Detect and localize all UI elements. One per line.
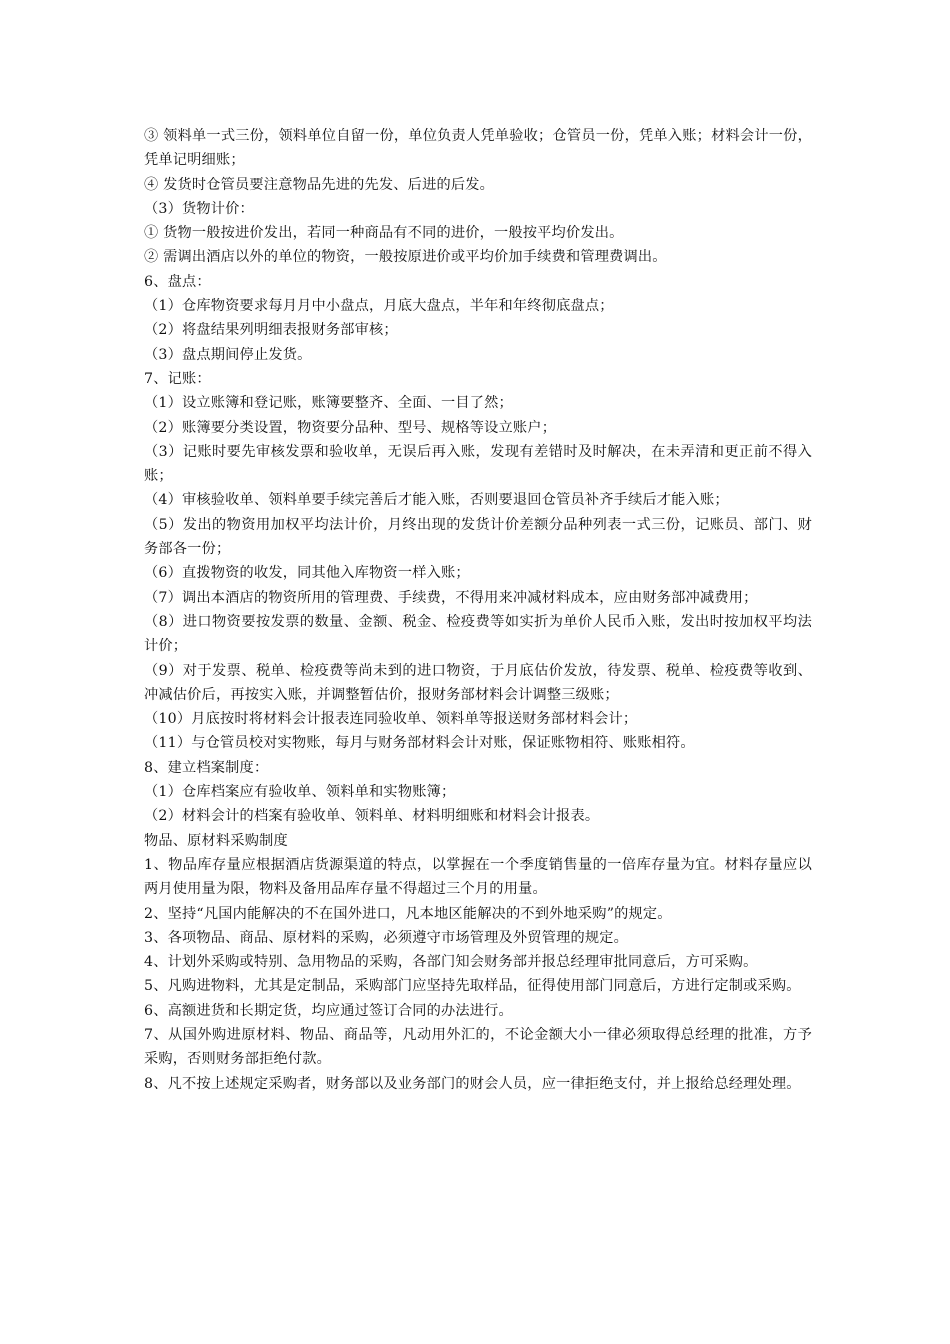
section-subheading: （3）货物计价：: [144, 200, 254, 217]
paragraph: （8）进口物资要按发票的数量、金额、税金、检疫费等如实折为单价人民币入账，发出时按加权平均法计价；: [144, 613, 812, 655]
paragraph: 4、计划外采购或特别、急用物品的采购，各部门知会财务部并报总经理审批同意后，方可采购。: [144, 954, 758, 971]
paragraph: （2）材料会计的档案有验收单、领料单、材料明细账和材料会计报表。: [144, 808, 600, 825]
paragraph: （10）月底按时将材料会计报表连同验收单、领料单等报送财务部材料会计；: [144, 711, 638, 728]
paragraph: 3、各项物品、商品、原材料的采购，必须遵守市场管理及外贸管理的规定。: [144, 929, 629, 946]
section-heading: 8、建立档案制度：: [144, 759, 269, 776]
paragraph: ④ 发货时仓管员要注意物品先进的先发、后进的后发。: [144, 176, 495, 193]
paragraph: （1）仓库档案应有验收单、领料单和实物账簿；: [144, 784, 456, 801]
paragraph: ② 需调出酒店以外的单位的物资，一般按原进价或平均价加手续费和管理费调出。: [144, 249, 667, 266]
paragraph: （3）盘点期间停止发货。: [144, 346, 312, 363]
paragraph: （2）账簿要分类设置，物资要分品种、型号、规格等设立账户；: [144, 419, 557, 436]
paragraph: （1）设立账簿和登记账，账簿要整齐、全面、一目了然；: [144, 395, 513, 412]
section-heading: 7、记账：: [144, 370, 211, 387]
paragraph: ③ 领料单一式三份，领料单位自留一份，单位负责人凭单验收；仓管员一份，凭单入账；材料会计一份，凭单记明细账；: [144, 128, 812, 169]
paragraph: （6）直拨物资的收发，同其他入库物资一样入账；: [144, 565, 470, 582]
paragraph: （5）发出的物资用加权平均法计价，月终出现的发货计价差额分品种列表一式三份，记账员、部门、财务部各一份；: [144, 516, 812, 558]
paragraph: 2、坚持“凡国内能解决的不在国外进口，凡本地区能解决的不到外地采购”的规定。: [144, 905, 672, 922]
paragraph: （2）将盘结果列明细表报财务部审核；: [144, 322, 398, 339]
paragraph: 8、凡不按上述规定采购者，财务部以及业务部门的财会人员，应一律拒绝支付，并上报给总经理处理。: [144, 1075, 801, 1092]
paragraph: 1、物品库存量应根据酒店货源渠道的特点，以掌握在一个季度销售量的一倍库存量为宜。材料存量应以两月使用量为限，物料及备用品库存量不得超过三个月的用量。: [144, 856, 812, 898]
document-page: [144, 124, 812, 1096]
paragraph: （7）调出本酒店的物资所用的管理费、手续费，不得用来冲减材料成本，应由财务部冲减费用；: [144, 589, 758, 606]
paragraph: 6、高额进货和长期定货，均应通过签订合同的办法进行。: [144, 1002, 513, 1019]
paragraph: （3）记账时要先审核发票和验收单，无误后再入账，发现有差错时及时解决，在未弄清和更正前不得入账；: [144, 443, 812, 485]
document-section-title: 物品、原材料采购制度: [144, 832, 288, 849]
paragraph: ① 货物一般按进价发出，若同一种商品有不同的进价，一般按平均价发出。: [144, 225, 624, 242]
section-heading: 6、盘点：: [144, 273, 211, 290]
paragraph: （9）对于发票、税单、检疫费等尚未到的进口物资，于月底估价发放，待发票、税单、检疫费等收到、冲减估价后，再按实入账，并调整暂估价，报财务部材料会计调整三级账；: [144, 662, 812, 703]
paragraph: （11）与仓管员校对实物账，每月与财务部材料会计对账，保证账物相符、账账相符。: [144, 735, 695, 752]
paragraph: 5、凡购进物料，尤其是定制品，采购部门应坚持先取样品，征得使用部门同意后，方进行定制或采购。: [144, 978, 801, 995]
paragraph: 7、从国外购进原材料、物品、商品等，凡动用外汇的，不论金额大小一律必须取得总经理的批准，方予采购，否则财务部拒绝付款。: [144, 1026, 812, 1068]
paragraph: （4）审核验收单、领料单要手续完善后才能入账，否则要退回仓管员补齐手续后才能入账；: [144, 492, 729, 509]
paragraph: （1）仓库物资要求每月月中小盘点，月底大盘点，半年和年终彻底盘点；: [144, 298, 614, 315]
